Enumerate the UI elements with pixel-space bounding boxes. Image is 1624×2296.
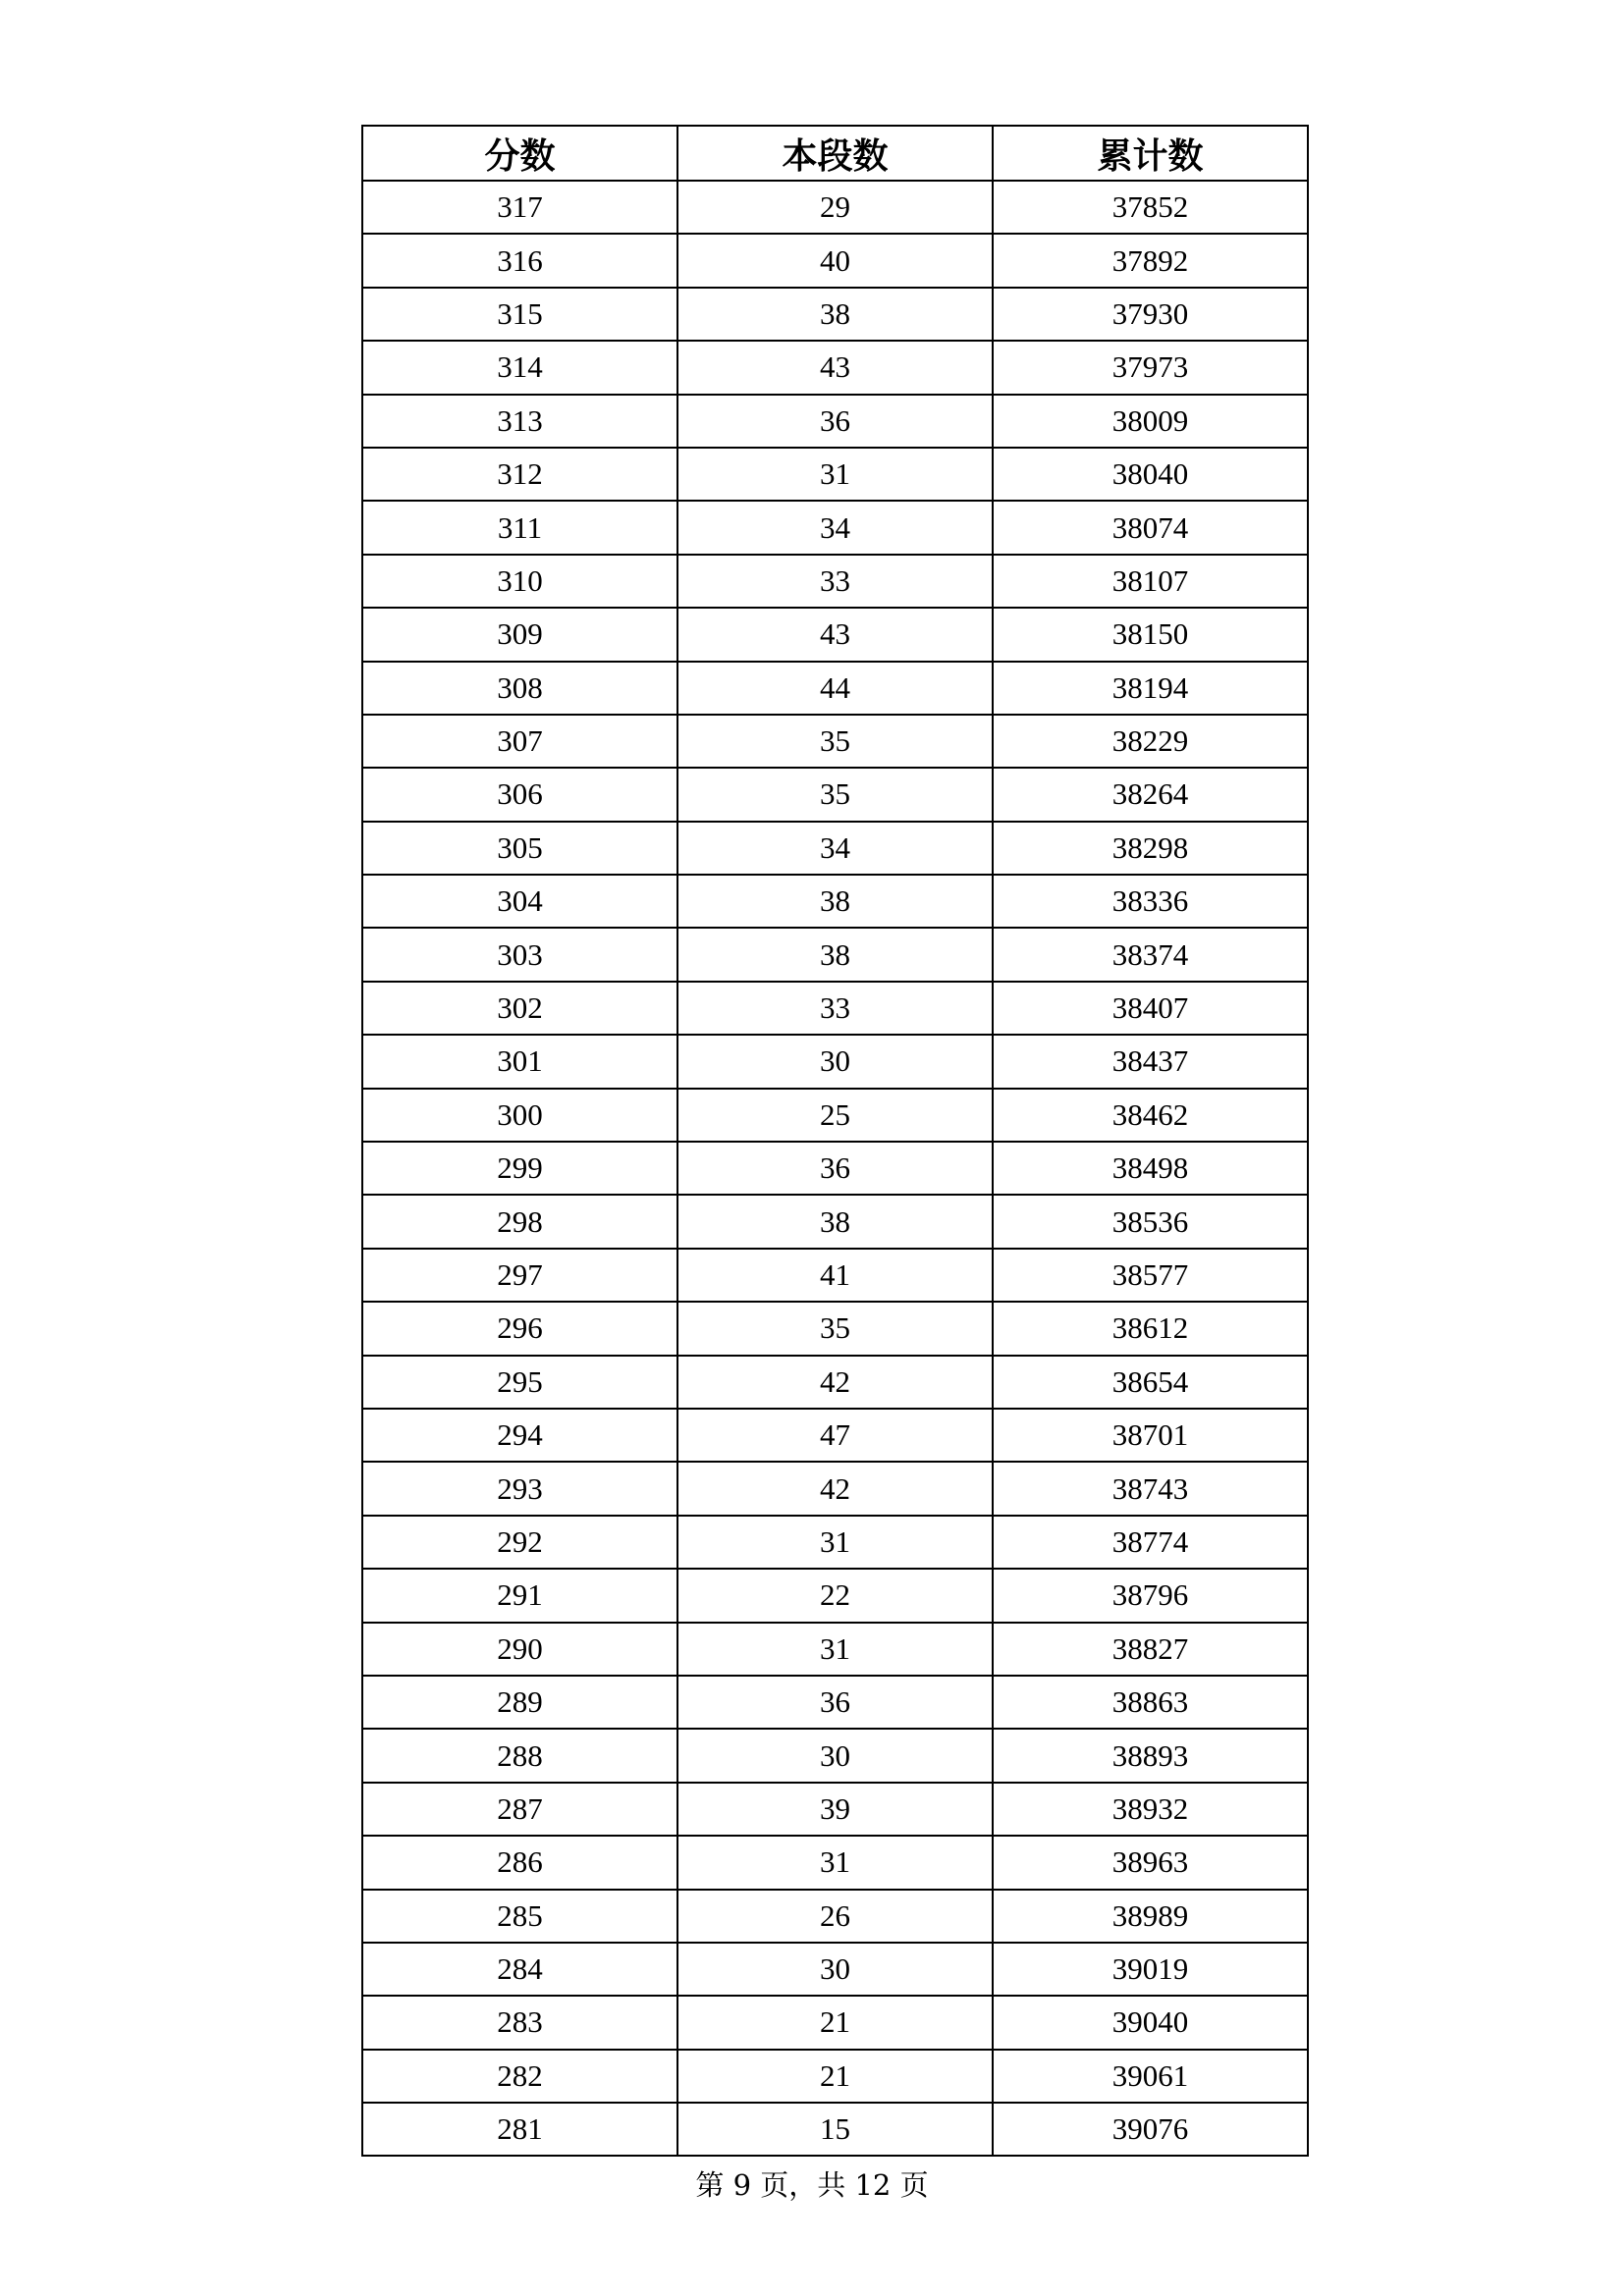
cell-segment-count: 30 xyxy=(677,1943,993,1996)
table-row xyxy=(362,1623,1308,1676)
cell-score: 295 xyxy=(362,1356,677,1409)
table-row xyxy=(362,1249,1308,1302)
cell-segment-count: 21 xyxy=(677,1996,993,2049)
cell-segment-count: 34 xyxy=(677,822,993,875)
cell-score: 292 xyxy=(362,1516,677,1569)
cell-score: 294 xyxy=(362,1409,677,1462)
cell-score: 302 xyxy=(362,982,677,1035)
cell-cumulative-count: 38074 xyxy=(993,501,1308,554)
page-number-text: 第 9 页，共 12 页 xyxy=(695,2168,929,2202)
cell-score: 285 xyxy=(362,1890,677,1943)
table-row xyxy=(362,234,1308,287)
cell-cumulative-count: 38298 xyxy=(993,822,1308,875)
table-row xyxy=(362,448,1308,501)
cell-cumulative-count: 38107 xyxy=(993,555,1308,608)
table-row xyxy=(362,1356,1308,1409)
cell-score: 297 xyxy=(362,1249,677,1302)
cell-cumulative-count: 38863 xyxy=(993,1676,1308,1729)
table-row xyxy=(362,768,1308,821)
header-cumulative-count: 累计数 xyxy=(993,126,1308,181)
cell-cumulative-count: 38150 xyxy=(993,608,1308,661)
cell-cumulative-count: 39061 xyxy=(993,2050,1308,2103)
cell-segment-count: 36 xyxy=(677,395,993,448)
table-row xyxy=(362,1569,1308,1622)
cell-segment-count: 31 xyxy=(677,448,993,501)
cell-score: 310 xyxy=(362,555,677,608)
cell-score: 287 xyxy=(362,1783,677,1836)
cell-cumulative-count: 38654 xyxy=(993,1356,1308,1409)
cell-cumulative-count: 38893 xyxy=(993,1729,1308,1782)
cell-score: 290 xyxy=(362,1623,677,1676)
cell-cumulative-count: 37930 xyxy=(993,288,1308,341)
table-row xyxy=(362,1409,1308,1462)
cell-score: 313 xyxy=(362,395,677,448)
table-row xyxy=(362,2050,1308,2103)
cell-score: 283 xyxy=(362,1996,677,2049)
cell-segment-count: 47 xyxy=(677,1409,993,1462)
cell-score: 308 xyxy=(362,662,677,715)
cell-cumulative-count: 38701 xyxy=(993,1409,1308,1462)
table-row xyxy=(362,1035,1308,1088)
cell-segment-count: 30 xyxy=(677,1729,993,1782)
cell-segment-count: 25 xyxy=(677,1089,993,1142)
cell-score: 314 xyxy=(362,341,677,394)
cell-segment-count: 36 xyxy=(677,1676,993,1729)
cell-cumulative-count: 38194 xyxy=(993,662,1308,715)
table-row xyxy=(362,1836,1308,1889)
table-row xyxy=(362,2103,1308,2156)
cell-cumulative-count: 38336 xyxy=(993,875,1308,928)
table-row xyxy=(362,928,1308,981)
cell-segment-count: 42 xyxy=(677,1462,993,1515)
cell-score: 293 xyxy=(362,1462,677,1515)
cell-segment-count: 31 xyxy=(677,1836,993,1889)
cell-segment-count: 26 xyxy=(677,1890,993,1943)
table-row xyxy=(362,1142,1308,1195)
table-row xyxy=(362,1195,1308,1248)
cell-score: 307 xyxy=(362,715,677,768)
table-row xyxy=(362,341,1308,394)
cell-cumulative-count: 38462 xyxy=(993,1089,1308,1142)
table-row xyxy=(362,662,1308,715)
cell-score: 306 xyxy=(362,768,677,821)
cell-score: 289 xyxy=(362,1676,677,1729)
cell-score: 296 xyxy=(362,1302,677,1355)
cell-score: 291 xyxy=(362,1569,677,1622)
cell-segment-count: 44 xyxy=(677,662,993,715)
cell-score: 282 xyxy=(362,2050,677,2103)
table-row xyxy=(362,982,1308,1035)
cell-score: 312 xyxy=(362,448,677,501)
cell-segment-count: 33 xyxy=(677,982,993,1035)
cell-segment-count: 31 xyxy=(677,1516,993,1569)
cell-segment-count: 15 xyxy=(677,2103,993,2156)
cell-cumulative-count: 38229 xyxy=(993,715,1308,768)
cell-segment-count: 35 xyxy=(677,715,993,768)
cell-cumulative-count: 38743 xyxy=(993,1462,1308,1515)
cell-segment-count: 38 xyxy=(677,875,993,928)
table-row xyxy=(362,715,1308,768)
cell-score: 311 xyxy=(362,501,677,554)
cell-segment-count: 22 xyxy=(677,1569,993,1622)
table-row xyxy=(362,1516,1308,1569)
table-row xyxy=(362,181,1308,234)
cell-segment-count: 33 xyxy=(677,555,993,608)
cell-score: 301 xyxy=(362,1035,677,1088)
cell-cumulative-count: 38612 xyxy=(993,1302,1308,1355)
cell-cumulative-count: 38932 xyxy=(993,1783,1308,1836)
cell-score: 288 xyxy=(362,1729,677,1782)
cell-cumulative-count: 39076 xyxy=(993,2103,1308,2156)
cell-cumulative-count: 38407 xyxy=(993,982,1308,1035)
table-row xyxy=(362,1676,1308,1729)
cell-score: 309 xyxy=(362,608,677,661)
table-header xyxy=(362,126,1308,181)
table-row xyxy=(362,1729,1308,1782)
cell-cumulative-count: 38040 xyxy=(993,448,1308,501)
table-row xyxy=(362,501,1308,554)
cell-cumulative-count: 39019 xyxy=(993,1943,1308,1996)
cell-score: 286 xyxy=(362,1836,677,1889)
cell-segment-count: 38 xyxy=(677,928,993,981)
cell-score: 305 xyxy=(362,822,677,875)
cell-score: 316 xyxy=(362,234,677,287)
cell-segment-count: 35 xyxy=(677,768,993,821)
cell-cumulative-count: 38264 xyxy=(993,768,1308,821)
cell-cumulative-count: 39040 xyxy=(993,1996,1308,2049)
cell-segment-count: 39 xyxy=(677,1783,993,1836)
cell-cumulative-count: 38774 xyxy=(993,1516,1308,1569)
table-row xyxy=(362,555,1308,608)
cell-score: 304 xyxy=(362,875,677,928)
cell-score: 300 xyxy=(362,1089,677,1142)
cell-segment-count: 30 xyxy=(677,1035,993,1088)
table-row xyxy=(362,608,1308,661)
cell-segment-count: 31 xyxy=(677,1623,993,1676)
cell-segment-count: 38 xyxy=(677,1195,993,1248)
cell-score: 303 xyxy=(362,928,677,981)
cell-segment-count: 38 xyxy=(677,288,993,341)
cell-cumulative-count: 38827 xyxy=(993,1623,1308,1676)
header-segment-count: 本段数 xyxy=(677,126,993,181)
cell-segment-count: 36 xyxy=(677,1142,993,1195)
cell-segment-count: 35 xyxy=(677,1302,993,1355)
cell-score: 299 xyxy=(362,1142,677,1195)
header-row xyxy=(362,126,1308,181)
table-row xyxy=(362,1302,1308,1355)
cell-segment-count: 34 xyxy=(677,501,993,554)
cell-cumulative-count: 38374 xyxy=(993,928,1308,981)
header-score: 分数 xyxy=(362,126,677,181)
cell-segment-count: 40 xyxy=(677,234,993,287)
cell-cumulative-count: 38498 xyxy=(993,1142,1308,1195)
cell-segment-count: 43 xyxy=(677,608,993,661)
cell-score: 315 xyxy=(362,288,677,341)
cell-score: 317 xyxy=(362,181,677,234)
cell-cumulative-count: 37973 xyxy=(993,341,1308,394)
cell-cumulative-count: 37852 xyxy=(993,181,1308,234)
table-row xyxy=(362,875,1308,928)
cell-cumulative-count: 38009 xyxy=(993,395,1308,448)
cell-cumulative-count: 38437 xyxy=(993,1035,1308,1088)
table-row xyxy=(362,395,1308,448)
cell-segment-count: 41 xyxy=(677,1249,993,1302)
score-distribution-table xyxy=(361,125,1309,2157)
page-footer xyxy=(0,2163,1624,2204)
table-row xyxy=(362,1089,1308,1142)
cell-score: 281 xyxy=(362,2103,677,2156)
cell-score: 298 xyxy=(362,1195,677,1248)
table-row xyxy=(362,822,1308,875)
cell-cumulative-count: 38577 xyxy=(993,1249,1308,1302)
cell-score: 284 xyxy=(362,1943,677,1996)
table-row xyxy=(362,1462,1308,1515)
cell-segment-count: 42 xyxy=(677,1356,993,1409)
cell-cumulative-count: 37892 xyxy=(993,234,1308,287)
table-row xyxy=(362,1996,1308,2049)
table-row xyxy=(362,1783,1308,1836)
cell-segment-count: 29 xyxy=(677,181,993,234)
cell-cumulative-count: 38536 xyxy=(993,1195,1308,1248)
cell-cumulative-count: 38989 xyxy=(993,1890,1308,1943)
table-body xyxy=(362,181,1308,2156)
cell-cumulative-count: 38963 xyxy=(993,1836,1308,1889)
cell-cumulative-count: 38796 xyxy=(993,1569,1308,1622)
table-row xyxy=(362,1890,1308,1943)
table-row xyxy=(362,288,1308,341)
cell-segment-count: 43 xyxy=(677,341,993,394)
cell-segment-count: 21 xyxy=(677,2050,993,2103)
table-row xyxy=(362,1943,1308,1996)
